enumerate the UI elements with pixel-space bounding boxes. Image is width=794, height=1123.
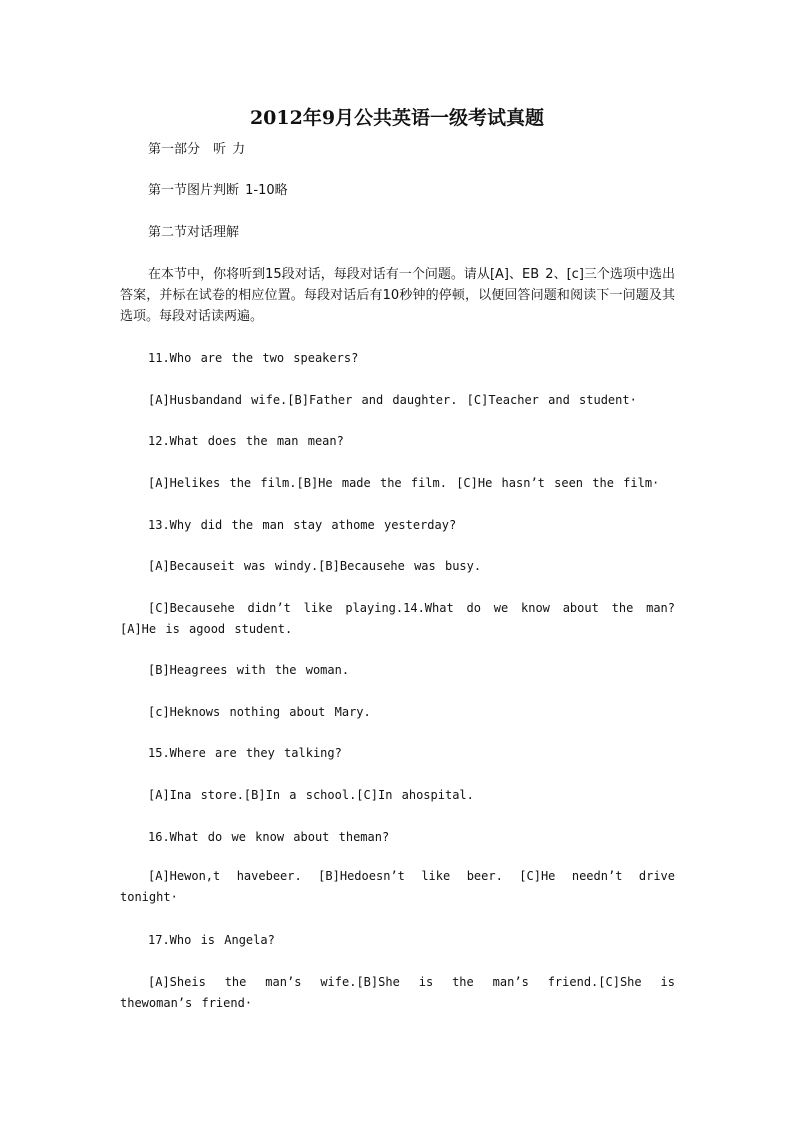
question-17: 17.Who is Angela?: [148, 933, 275, 947]
section-heading-2: 第二节对话理解: [148, 225, 240, 240]
section-heading-1: 第一节图片判断 1-10略: [148, 183, 288, 198]
options-13-ab: [A]Becauseit was windy.[B]Becausehe was busy.: [148, 559, 482, 573]
question-15: 15.Where are they talking?: [148, 746, 342, 760]
options-12: [A]Helikes the film.[B]He made the film. [C]He hasn’t seen the film·: [148, 476, 660, 490]
options-17: [A]Sheis the man’s wife.[B]She is the man’s friend.[C]She is thewoman’s friend·: [120, 975, 675, 1010]
options-14-c: [c]Heknows nothing about Mary.: [148, 705, 371, 719]
instructions-paragraph: 在本节中，你将听到15段对话，每段对话有一个问题。请从[A]、EB 2、[c]三个选项中选出答案，并标在试卷的相应位置。每段对话后有10秒钟的停顿，以便回答问题和阅读下一问题及其选项。每段对话读两遍。: [120, 267, 675, 324]
options-13-c-question-14: [C]Becausehe didn’t like playing.14.What do we know about the man?[A]He is agood student.: [120, 601, 675, 636]
options-11: [A]Husbandand wife.[B]Father and daughter. [C]Teacher and student·: [148, 393, 637, 407]
document-title: 2012年9月公共英语一级考试真题: [249, 107, 545, 129]
options-16: [A]Hewon,t havebeer. [B]Hedoesn’t like beer. [C]He needn’t drive tonight·: [120, 869, 675, 904]
question-16: 16.What do we know about theman?: [148, 830, 390, 844]
options-14-b: [B]Heagrees with the woman.: [148, 663, 350, 677]
question-12: 12.What does the man mean?: [148, 434, 344, 448]
part-heading: 第一部分 听 力: [148, 142, 246, 157]
question-13: 13.Why did the man stay athome yesterday?: [148, 518, 457, 532]
question-11: 11.Who are the two speakers?: [148, 351, 359, 365]
options-15: [A]Ina store.[B]In a school.[C]In ahospital.: [148, 788, 474, 802]
